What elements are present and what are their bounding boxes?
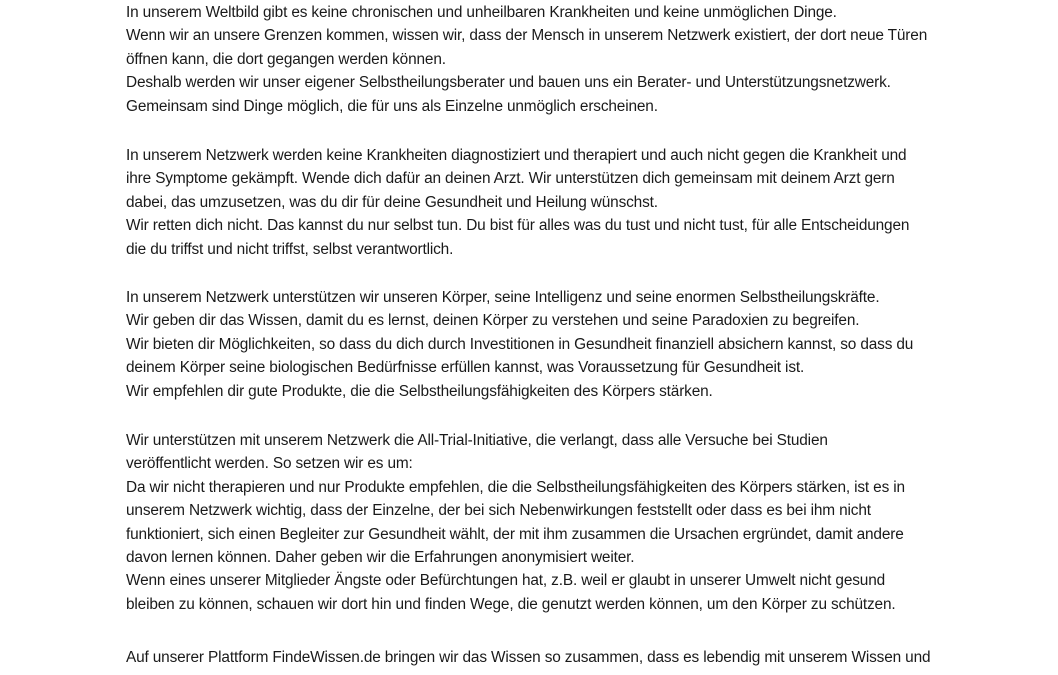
text-line: Da wir nicht therapieren und nur Produkte empfehlen, die die Selbstheilungsfähigkeiten des Körpers stärken, ist es in (126, 478, 905, 496)
text-line: dabei, das umzusetzen, was du dir für deine Gesundheit und Heilung wünschst. (126, 193, 658, 211)
text-line: Auf unserer Plattform FindeWissen.de bringen wir das Wissen so zusammen, dass es lebendig mit unserem Wissen und (126, 649, 931, 666)
paragraph-platform (126, 646, 930, 669)
text-line: deinem Körper seine biologischen Bedürfnisse erfüllen kannst, was Voraussetzung für Gesundheit ist. (126, 359, 805, 377)
paragraph-no-diagnosis (126, 144, 909, 261)
text-line: Deshalb werden wir unser eigener Selbstheilungsberater und bauen uns ein Berater- und Unterstützungsnetzwerk. (126, 74, 891, 92)
text-line: Wir bieten dir Möglichkeiten, so dass du dich durch Investitionen in Gesundheit finanziell absichern kannst, so dass du (126, 335, 914, 353)
text-line: bleiben zu können, schauen wir dort hin und finden Wege, die genutzt werden können, um den Körper zu schützen. (126, 595, 896, 613)
text-line: Gemeinsam sind Dinge möglich, die für uns als Einzelne unmöglich erscheinen. (126, 97, 658, 115)
text-line: Wenn wir an unsere Grenzen kommen, wissen wir, dass der Mensch in unserem Netzwerk existiert, der dort neue Türen (126, 27, 928, 45)
text-line: In unserem Netzwerk unterstützen wir unseren Körper, seine Intelligenz und seine enormen Selbstheilungskräfte. (126, 289, 880, 306)
paragraph-all-trial (126, 429, 905, 616)
text-line: Wir geben dir das Wissen, damit du es lernst, deinen Körper zu verstehen und seine Paradoxien zu begreifen. (126, 312, 860, 330)
text-line: funktioniert, sich einen Begleiter zur Gesundheit wählt, der mit ihm zusammen die Ursachen ergründet, damit andere (126, 525, 904, 543)
text-line: Wir empfehlen dir gute Produkte, die die Selbstheilungsfähigkeiten des Körpers stärken. (126, 382, 713, 400)
text-line: ihre Symptome gekämpft. Wende dich dafür an deinen Arzt. Wir unterstützen dich gemeinsam mit deinem Arzt gern (126, 170, 895, 188)
text-line: Wenn eines unserer Mitglieder Ängste oder Befürchtungen hat, z.B. weil er glaubt in unserer Umwelt nicht gesund (126, 572, 886, 590)
text-line: In unserem Netzwerk werden keine Krankheiten diagnostiziert und therapiert und auch nicht gegen die Krankheit und (126, 147, 907, 164)
text-line: davon lernen können. Daher geben wir die Erfahrungen anonymisiert weiter. (126, 548, 635, 566)
text-line: unserem Netzwerk wichtig, dass der Einzelne, der bei sich Nebenwirkungen feststellt oder dass es bei ihm nicht (126, 502, 871, 520)
text-line: veröffentlicht werden. So setzen wir es um: (126, 455, 413, 473)
paragraph-worldview (126, 1, 927, 118)
text-line: Wir retten dich nicht. Das kannst du nur selbst tun. Du bist für alles was du tust und nicht tust, für alle Entscheidungen (126, 217, 910, 235)
text-line: Wir unterstützen mit unserem Netzwerk die All-Trial-Initiative, die verlangt, dass alle Versuche bei Studien (126, 432, 828, 449)
text-line: In unserem Weltbild gibt es keine chronischen und unheilbaren Krankheiten und keine unmöglichen Dinge. (126, 4, 837, 21)
text-line: öffnen kann, die dort gegangen werden können. (126, 50, 446, 68)
paragraph-body-support (126, 286, 913, 403)
text-line: die du triffst und nicht triffst, selbst verantwortlich. (126, 240, 454, 258)
